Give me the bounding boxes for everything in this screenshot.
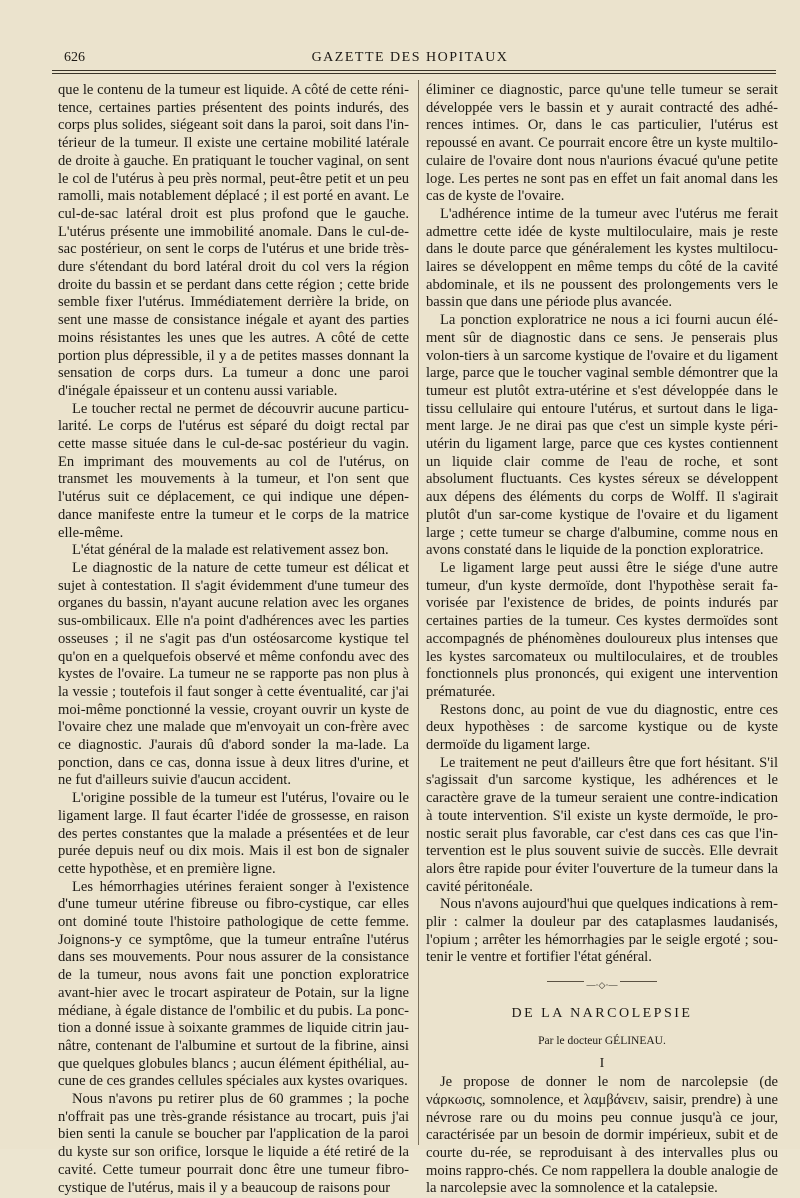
header-rule xyxy=(52,73,776,74)
paragraph: L'origine possible de la tumeur est l'utérus, l'ovaire ou le ligament large. Il faut écarter l'idée de grossesse, en raison des pertes constantes que la malade a présentées et de leur purée depuis neuf ou dix mois. Mais il est bon de signaler cette hypothèse, et en première ligne. xyxy=(58,790,409,877)
paragraph: Nous n'avons aujourd'hui que quelques indications à rem-plir : calmer la douleur par des cataplasmes laudanisés, l'opium ; arrêter les hémorrhagies par le seigle ergoté ; sou-tenir le ventre et fortifier l'état général. xyxy=(426,896,778,966)
paragraph: Les hémorrhagies utérines feraient songer à l'existence d'une tumeur utérine fibreuse ou fibro-cystique, car elles ont dominé toute l'histoire pathologique de cette femme. Joignons-y ce symptôme, que la tumeur entraîne l'utérus dans ses mouvements. Pour nous assurer de la consistance de la tumeur, nous avons fait une ponction exploratrice avant-hier avec le trocart aspirateur de Potain, sur la ligne médiane, à égale distance de l'ombilic et du pubis. La ponc-tion a donné issue à soixante grammes de liquide citrin jau-nâtre, contenant de l'albumine et surtout de la fibrine, ainsi que quelques globules blancs ; aucun élément épithélial, au-cune de ces grandes cellules spéciales aux kystes ovariques. xyxy=(58,878,409,1090)
header-rule xyxy=(52,70,776,71)
paragraph: L'adhérence intime de la tumeur avec l'utérus me ferait admettre cette idée de kyste multiloculaire, mais je reste dans le doute parce que généralement les kystes multilocu-laires se développent en même temps du côté de la cavité abdominale, et ils ne poussent des prolongements vers le bassin que dans une période plus avancée. xyxy=(426,205,778,311)
paragraph: Le ligament large peut aussi être le siége d'une autre tumeur, d'un kyste dermoïde, dont l'hypothèse serait fa-vorisée par l'existence de brides, de points indurés par certaines parties de la tumeur. Ces kystes dermoïdes sont accompagnés de phénomènes douloureux plus intenses que les kystes sarcomateux ou multiloculaires, et de troubles fonctionnels plus prononcés, qui exigent une intervention prématurée. xyxy=(426,559,778,700)
paragraph: Nous n'avons pu retirer plus de 60 grammes ; la poche n'offrait pas une très-grande résistance au trocart, puis j'ai bien senti la canule se boucher par l'application de la paroi du kyste sur son orifice, lorsque le liquide a été retiré de la cavité. Cette tumeur pourrait donc être une tumeur fibro-cystique de l'utérus, mais il y a beaucoup de raisons pour xyxy=(58,1091,409,1196)
section-number: I xyxy=(599,1055,605,1071)
paragraph: que le contenu de la tumeur est liquide. A côté de cette réni-tence, certaines parties présentent des points indurés, des corps plus solides, siégeant soit dans la paroi, soit dans l'in-térieur de la tumeur. Il existe une certaine mobilité latérale de droite à gauche. En pratiquant le toucher vaginal, on sent le col de l'utérus à peu près normal, peut-être petit et un peu ramolli, mais notablement déplacé ; il est porté en avant. Le cul-de-sac latéral droit est plus profond que le gauche. L'utérus présente une immobilité anomale. Dans le cul-de-sac postérieur, on sent le corps de l'utérus et une bride très-dure s'étendant du bord latéral droit du col vers la région droite du bassin et se perdant dans cette région ; cette bride semble fixer l'utérus. Immédiatement derrière la bride, on sent une masse de consistance inégale et ayant des parties moins résistantes les unes que les autres. A côté de cette portion plus dépressible, il y a de petites masses donnant la sensation de corps durs. La tumeur a donc une paroi d'inégale épaisseur et un contenu aussi variable. xyxy=(58,82,409,399)
paragraph: Restons donc, au point de vue du diagnostic, entre ces deux hypothèses : de sarcome kystique ou de kyste dermoïde du ligament large. xyxy=(426,701,778,754)
paragraph: Le toucher rectal ne permet de découvrir aucune particu-larité. Le corps de l'utérus est séparé du doigt rectal par cette masse située dans le cul-de-sac postérieur du vagin. En imprimant des mouvements au col de l'utérus, on transmet les mouvements à la tumeur, et l'on sent que l'utérus suit ce déplacement, ce qui indique une dépen-dance manifeste entre la tumeur et le corps de la matrice elle-même. xyxy=(58,400,409,541)
page-header xyxy=(48,40,772,66)
separator-ornament: —·◇·— xyxy=(584,981,621,990)
paragraph: éliminer ce diagnostic, parce qu'une telle tumeur se serait développée vers le bassin et y aurait contracté des adhé-rences intimes. Or, dans le cas particulier, l'utérus est repoussé en avant. Ce pourrait encore être un kyste multilo-culaire de l'ovaire dont nous n'aurions évacué qu'une petite loge. Les pertes ne sont pas en effet un fait anomal dans les cas de kyste de l'ovaire. xyxy=(426,82,778,205)
page-number: 626 xyxy=(64,50,85,65)
article-byline: Par le docteur GÉLINEAU. xyxy=(538,1034,666,1047)
left-column xyxy=(58,82,409,1197)
paragraph: Je propose de donner le nom de narcolepsie (de νάρκωσις, somnolence, et λαμβάνειν, saisir, prendre) à une névrose rare ou du moins peu connue jusqu'à ce jour, caractérisée par un besoin de dormir impérieux, subit et de courte du-rée, se reproduisant à des intervalles plus ou moins rappro-chés. Ce nom rappellera la double analogie de la narcolepsie avec la somnolence et la catalepsie. xyxy=(426,1074,778,1197)
column-divider xyxy=(418,80,419,1145)
paragraph: La ponction exploratrice ne nous a ici fourni aucun élé-ment sûr de diagnostic dans ce sens. Je penserais plus volon-tiers à un sarcome kystique de l'ovaire et du ligament large, parce que le toucher vaginal semble démontrer que la tumeur est plutôt extra-utérine et s'est développée dans le tissu cellulaire qui entoure l'utérus, et surtout dans le liga-ment large. Je ne dirai pas que c'est un simple kyste péri-utérin du ligament large, parce que ces kystes contiennent un liquide clair comme de l'eau de roche, et sont absolument fluctuants. Ces kystes séreux se développent aux dépens des éléments du corps de Wolff. Il s'agirait plutôt d'un sar-come kystique de l'ovaire et du ligament large ; cette tumeur se charge d'albumine, comme nous en avons constaté dans le liquide de la ponction exploratrice. xyxy=(426,312,778,559)
paragraph: Le diagnostic de la nature de cette tumeur est délicat et sujet à contestation. Il s'agit évidemment d'une tumeur des organes du bassin, n'ayant aucune relation avec les organes sus-ombilicaux. Elle n'a point d'adhérences avec les parties osseuses ; il ne s'agit pas d'un ostéosarcome kystique tel qu'on en a quelquefois observé et même confondu avec des kystes de l'ovaire. La tumeur ne se rapporte pas non plus à la vessie ; toutefois il faut songer à cette éventualité, car j'ai moi-même ponctionné la vessie, croyant ouvrir un kyste de l'ovaire chez une malade que m'envoyait un con-frère avec ce diagnostic. J'aurais dû d'abord sonder la ma-lade. La ponction, dans ce cas, donna issue à deux litres d'urine, et ne fut d'ailleurs suivie d'aucun accident. xyxy=(58,559,409,789)
section-separator xyxy=(547,981,657,991)
paragraph: L'état général de la malade est relativement assez bon. xyxy=(72,542,389,559)
paragraph: Le traitement ne peut d'ailleurs être que fort hésitant. S'il s'agissait d'un sarcome kystique, les adhérences et le caractère grave de la tumeur seraient une contre-indication à toute intervention. S'il existe un kyste dermoïde, le pro-nostic serait plus favorable, car c'est dans ces cas que l'in-tervention est le plus souvent suivie de succès. Elle devrait alors être rapide pour éviter l'ouverture de la tumeur dans la cavité péritonéale. xyxy=(426,754,778,895)
article-title: DE LA NARCOLEPSIE xyxy=(511,1006,693,1022)
right-column xyxy=(426,82,778,1198)
running-title: GAZETTE DES HOPITAUX xyxy=(311,50,509,65)
